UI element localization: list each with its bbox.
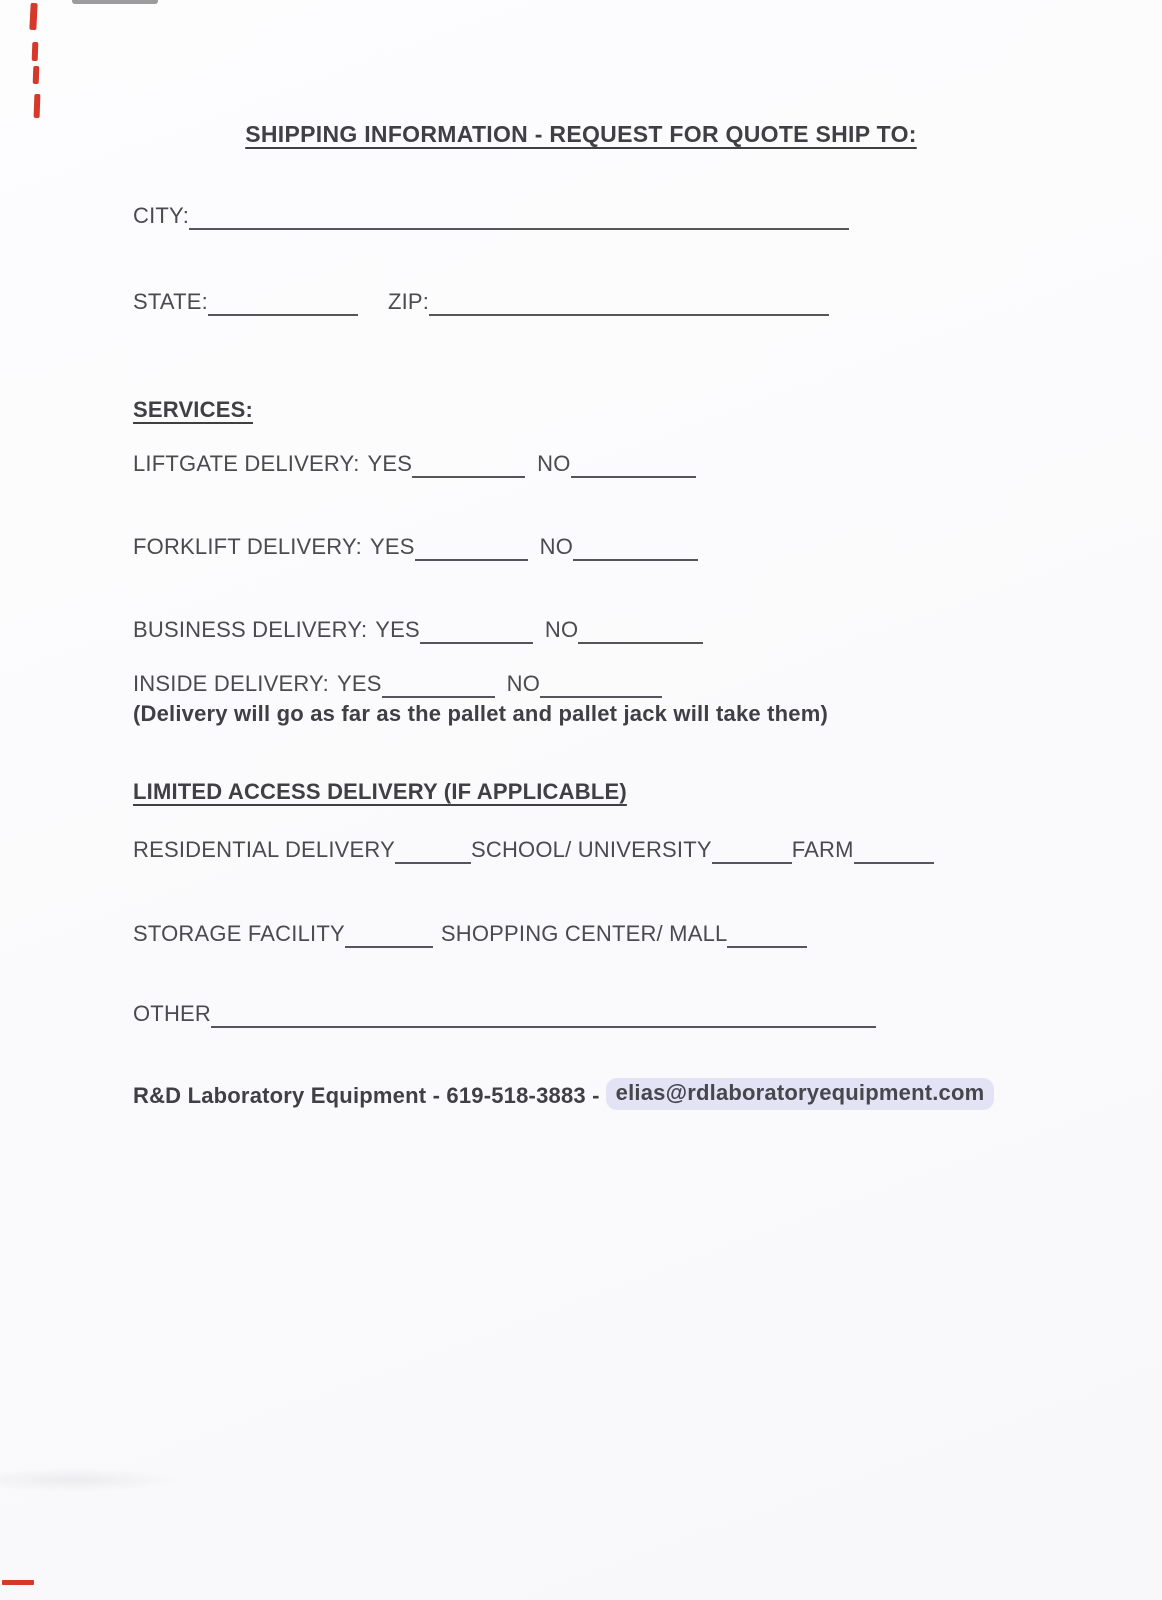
farm-fill-line (854, 836, 934, 864)
zip-label: ZIP: (387, 289, 430, 314)
inside-no-fill-line (540, 670, 662, 698)
scan-artifact-red-mark (29, 3, 37, 30)
state-label: STATE: (133, 289, 208, 314)
farm-label: FARM (791, 837, 854, 862)
inside-delivery-note-text: (Delivery will go as far as the pallet and pallet jack will take them) (133, 701, 829, 726)
yes-label: YES (369, 534, 415, 559)
residential-fill-line (395, 836, 471, 864)
scan-artifact-red-mark (32, 42, 39, 61)
zip-fill-line (429, 288, 829, 316)
footer-company-phone: R&D Laboratory Equipment - 619-518-3883 - (133, 1083, 600, 1108)
shopping-center-mall-label: SHOPPING CENTER/ MALL (440, 921, 728, 946)
inside-delivery-row (133, 670, 662, 698)
forklift-delivery-label: FORKLIFT DELIVERY: (133, 534, 362, 559)
other-fill-line (211, 1000, 876, 1028)
forklift-yes-fill-line (415, 533, 528, 561)
limited-access-row-2 (133, 920, 807, 948)
scan-artifact-smudge (0, 1468, 185, 1492)
business-no-fill-line (578, 616, 703, 644)
scan-artifact-red-mark (34, 94, 41, 118)
city-row (133, 202, 849, 230)
no-label: NO (506, 671, 541, 696)
city-fill-line (189, 202, 849, 230)
limited-access-heading-text: LIMITED ACCESS DELIVERY (IF APPLICABLE) (133, 779, 627, 804)
yes-label: YES (367, 451, 413, 476)
limited-access-heading (133, 778, 627, 806)
no-label: NO (537, 451, 571, 476)
shopping-center-mall-fill-line (727, 920, 807, 948)
liftgate-no-fill-line (571, 450, 696, 478)
services-heading-text: SERVICES: (133, 397, 253, 422)
forklift-no-fill-line (573, 533, 698, 561)
page-title (0, 120, 1162, 148)
storage-facility-fill-line (345, 920, 433, 948)
footer-email-link[interactable]: elias@rdlaboratoryequipment.com (606, 1078, 995, 1110)
services-heading (133, 396, 253, 424)
residential-delivery-label: RESIDENTIAL DELIVERY (133, 837, 395, 862)
other-label: OTHER (133, 1001, 211, 1026)
liftgate-yes-fill-line (412, 450, 525, 478)
no-label: NO (539, 534, 574, 559)
business-delivery-label: BUSINESS DELIVERY: (133, 617, 368, 642)
inside-delivery-note (133, 700, 828, 728)
school-university-label: SCHOOL/ UNIVERSITY (470, 837, 712, 862)
school-university-fill-line (712, 836, 792, 864)
liftgate-delivery-row (133, 450, 696, 478)
footer-contact-line (133, 1078, 994, 1110)
forklift-delivery-row (133, 533, 698, 561)
inside-yes-fill-line (382, 670, 495, 698)
business-delivery-row (133, 616, 703, 644)
scan-artifact-red-mark (2, 1580, 34, 1585)
yes-label: YES (375, 617, 420, 642)
storage-facility-label: STORAGE FACILITY (133, 921, 345, 946)
state-zip-row (133, 288, 829, 316)
state-fill-line (208, 288, 358, 316)
inside-delivery-label: INSIDE DELIVERY: (133, 671, 329, 696)
city-label: CITY: (133, 203, 190, 228)
page-title-text: SHIPPING INFORMATION - REQUEST FOR QUOTE SHIP TO: (245, 121, 917, 147)
liftgate-delivery-label: LIFTGATE DELIVERY: (133, 451, 360, 476)
no-label: NO (544, 617, 579, 642)
other-row (133, 1000, 876, 1028)
yes-label: YES (336, 671, 382, 696)
scan-artifact-red-mark (33, 66, 40, 84)
business-yes-fill-line (420, 616, 533, 644)
limited-access-row-1 (133, 836, 934, 864)
scan-artifact-smudge (72, 0, 158, 4)
